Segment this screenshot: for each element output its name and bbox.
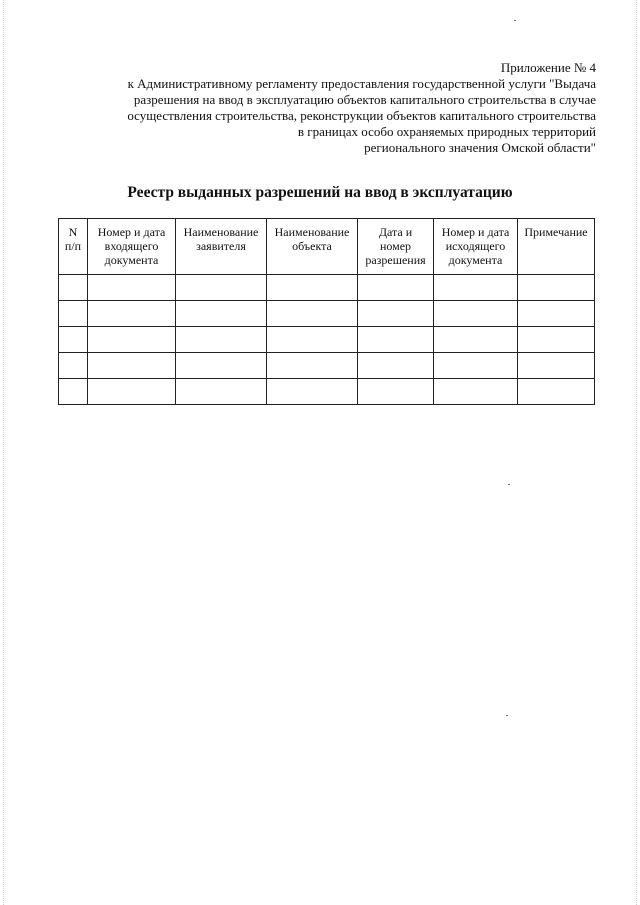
registry-table bbox=[58, 218, 595, 405]
appendix-header bbox=[96, 60, 596, 156]
table-row bbox=[59, 301, 595, 327]
table-cell bbox=[176, 301, 267, 327]
scan-speck bbox=[506, 715, 508, 716]
appendix-line: осуществления строительства, реконструкции объектов капитального строительства bbox=[127, 108, 596, 123]
table-cell bbox=[59, 353, 88, 379]
table-cell bbox=[88, 275, 176, 301]
table-cell bbox=[358, 379, 434, 405]
table-cell bbox=[267, 275, 358, 301]
table-cell bbox=[267, 353, 358, 379]
table-cell bbox=[176, 275, 267, 301]
table-cell bbox=[59, 275, 88, 301]
column-header-number: N п/п bbox=[59, 219, 88, 275]
column-header-permit: Дата и номер разрешения bbox=[358, 219, 434, 275]
table-row bbox=[59, 327, 595, 353]
table-row bbox=[59, 379, 595, 405]
table-row bbox=[59, 275, 595, 301]
table-cell bbox=[434, 275, 518, 301]
table-cell bbox=[267, 327, 358, 353]
appendix-line: регионального значения Омской области" bbox=[364, 140, 596, 155]
scan-speck bbox=[508, 484, 510, 485]
table-cell bbox=[88, 379, 176, 405]
column-header-object: Наименование объекта bbox=[267, 219, 358, 275]
appendix-line: разрешения на ввод в эксплуатацию объектов капитального строительства в случае bbox=[133, 92, 596, 107]
table-cell bbox=[358, 353, 434, 379]
appendix-line: в границах особо охраняемых природных территорий bbox=[297, 124, 596, 139]
table-cell bbox=[176, 379, 267, 405]
table-body bbox=[59, 275, 595, 405]
table-cell bbox=[518, 379, 595, 405]
appendix-line: к Административному регламенту предоставления государственной услуги "Выдача bbox=[127, 76, 596, 91]
scan-edge-right bbox=[636, 0, 637, 905]
table-cell bbox=[518, 353, 595, 379]
table-header-row bbox=[59, 219, 595, 275]
table-cell bbox=[267, 379, 358, 405]
table-row bbox=[59, 353, 595, 379]
table-cell bbox=[358, 275, 434, 301]
table-cell bbox=[88, 327, 176, 353]
table-cell bbox=[518, 327, 595, 353]
table-cell bbox=[434, 327, 518, 353]
table-cell bbox=[59, 327, 88, 353]
scan-edge-left bbox=[3, 0, 4, 905]
table-cell bbox=[518, 275, 595, 301]
scan-speck bbox=[514, 20, 516, 21]
table-cell bbox=[59, 379, 88, 405]
column-header-note: Примечание bbox=[518, 219, 595, 275]
document-title: Реестр выданных разрешений на ввод в эксплуатацию bbox=[127, 184, 513, 201]
table-cell bbox=[267, 301, 358, 327]
table-cell bbox=[88, 301, 176, 327]
column-header-applicant: Наименование заявителя bbox=[176, 219, 267, 275]
table-cell bbox=[358, 301, 434, 327]
column-header-outgoing-document: Номер и дата исходящего документа bbox=[434, 219, 518, 275]
column-header-incoming-document: Номер и дата входящего документа bbox=[88, 219, 176, 275]
table-cell bbox=[59, 301, 88, 327]
appendix-line: Приложение № 4 bbox=[500, 60, 596, 75]
table-cell bbox=[434, 301, 518, 327]
table-cell bbox=[88, 353, 176, 379]
table-cell bbox=[358, 327, 434, 353]
table-cell bbox=[176, 353, 267, 379]
table-cell bbox=[518, 301, 595, 327]
table-cell bbox=[176, 327, 267, 353]
table-cell bbox=[434, 379, 518, 405]
table-cell bbox=[434, 353, 518, 379]
